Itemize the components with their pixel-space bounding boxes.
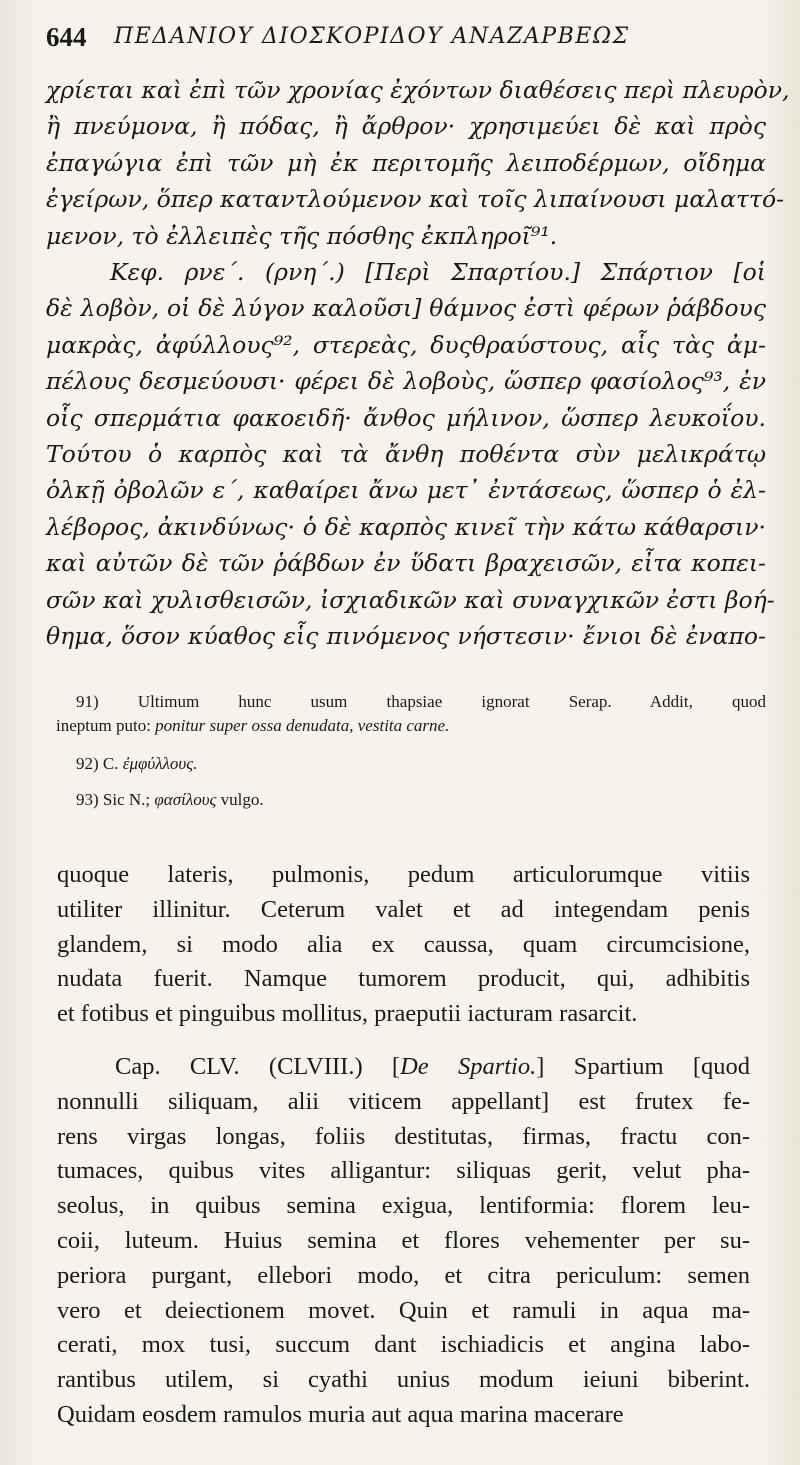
greek-text-block xyxy=(46,72,790,655)
latin-line: seolus, in quibus semina exigua, lentiformia: florem leu- xyxy=(57,1192,750,1220)
greek-line: θημα, ὅσον κύαθος εἷς πινόμενος νήστεσιν· ἔνιοι δὲ ἐναπο- xyxy=(46,622,766,651)
chapter-label: Cap. CLV. (CLVIII.) [ xyxy=(115,1052,401,1080)
footnote-92-number: 92) C. xyxy=(76,754,119,773)
footnote-91: 91) Ultimum hunc usum thapsiae ignorat Serap. Addit, quod xyxy=(76,692,766,711)
chapter-heading-tail: ] Spartium [quod xyxy=(536,1052,751,1080)
latin-chapter-heading xyxy=(57,1050,750,1085)
greek-line: πέλους δεσμεύουσι· φέρει δὲ λοβοὺς, ὥσπερ φασίολος⁹³, ἐν xyxy=(46,367,766,396)
footnote-93-number: 93) Sic N.; xyxy=(76,790,151,809)
greek-line: χρίεται καὶ ἐπὶ τῶν χρονίας ἐχόντων διαθέσεις περὶ πλευρὸν, xyxy=(46,76,790,104)
greek-line: μενον, τὸ ἐλλειπὲς τῆς πόσθης ἐκπληροῖ⁹¹. xyxy=(46,221,558,250)
latin-line: quoque lateris, pulmonis, pedum articulorumque vitiis xyxy=(57,861,750,888)
greek-line: μακρὰς, ἀφύλλους⁹², στερεὰς, δυςθραύστους, αἷς τὰς ἀμ- xyxy=(46,330,766,359)
footnote-92-text: ἐμφύλλους. xyxy=(122,754,198,773)
latin-line: et fotibus et pinguibus mollitus, praeputii iacturam rasarcit. xyxy=(57,1000,638,1028)
greek-line: καὶ αὐτῶν δὲ τῶν ῥάβδων ἐν ὕδατι βραχεισῶν, εἶτα κοπει- xyxy=(46,549,766,578)
footnote-92 xyxy=(76,754,197,774)
latin-line: vero et deiectionem movet. Quin et ramuli in aqua ma- xyxy=(57,1296,750,1324)
latin-line: utiliter illinitur. Ceterum valet et ad integendam penis xyxy=(57,895,750,923)
footnote-91-continued xyxy=(56,716,766,736)
latin-line: nonnulli siliquam, alii viticem appellant] est frutex fe- xyxy=(57,1087,750,1115)
latin-line: rantibus utilem, si cyathi unius modum ieiuni biberint. xyxy=(57,1366,750,1394)
greek-line: ἐγείρων, ὅπερ καταντλούμενον καὶ τοῖς λιπαίνουσι μαλαττό- xyxy=(46,185,785,214)
footnote-93-word: φασίλους xyxy=(154,790,217,809)
latin-line: cerati, mox tusi, succum dant ischiadicis et angina labo- xyxy=(57,1331,750,1359)
latin-text-block xyxy=(57,858,750,1433)
latin-line: tumaces, quibus vites alligantur: siliquas gerit, velut pha- xyxy=(57,1157,750,1185)
greek-chapter-heading: Κεφ. ρνε΄. (ρνη΄.) [Περὶ Σπαρτίου.] Σπάρτιον [οἱ xyxy=(110,258,766,287)
latin-line: Quidam eosdem ramulos muria aut aqua marina macerare xyxy=(57,1400,624,1428)
latin-line: coii, luteum. Huius semina et flores vehementer per su- xyxy=(57,1226,750,1254)
page-number: 644 xyxy=(46,22,87,52)
latin-line: glandem, si modo alia ex caussa, quam circumcisione, xyxy=(57,930,750,958)
greek-line: οἷς σπερμάτια φακοειδῆ· ἄνθος μήλινον, ὥσπερ λευκοΐου. xyxy=(46,403,766,432)
page-header xyxy=(46,18,766,58)
greek-line: ἢ πνεύμονα, ἢ πόδας, ἢ ἄρθρον· χρησιμεύει δὲ καὶ πρὸς xyxy=(46,112,766,141)
greek-line: ἐπαγώγια ἐπὶ τῶν μὴ ἐκ περιτομῆς λειποδέρμων, οἴδημα xyxy=(46,148,766,177)
footnote-93 xyxy=(76,790,264,810)
greek-line: ὁλκῇ ὀβολῶν ε΄, καθαίρει ἄνω μετ᾽ ἐντάσεως, ὥσπερ ὁ ἐλ- xyxy=(46,476,766,505)
chapter-title: De Spartio. xyxy=(400,1052,537,1080)
greek-line: δὲ λοβὸν, οἱ δὲ λύγον καλοῦσι] θάμνος ἐστὶ φέρων ῥάβδους xyxy=(46,294,766,323)
paragraph-gap xyxy=(57,1032,750,1050)
greek-line: λέβορος, ἀκινδύνως· ὁ δὲ καρπὸς κινεῖ τὴν κάτω κάθαρσιν· xyxy=(46,512,766,541)
latin-line: nudata fuerit. Namque tumorem producit, qui, adhibitis xyxy=(57,965,750,993)
footnote-91-text: ineptum puto: xyxy=(56,716,151,735)
latin-line: rens virgas longas, foliis destitutas, firmas, fractu con- xyxy=(57,1122,750,1150)
footnote-93-tail: vulgo. xyxy=(220,790,264,809)
footnote-91-quote: ponitur super ossa denudata, vestita carne. xyxy=(155,716,450,735)
running-head: ΠΕΔΑΝΙΟΥ ΔΙΟΣΚΟΡΙΔΟΥ ΑΝΑΖΑΡΒΕΩΣ xyxy=(114,24,630,49)
latin-line: periora purgant, ellebori modo, et citra periculum: semen xyxy=(57,1261,750,1289)
greek-line: σῶν καὶ χυλισθεισῶν, ἰσχιαδικῶν καὶ συναγχικῶν ἐστι βοή- xyxy=(46,585,775,614)
greek-line: Τούτου ὁ καρπὸς καὶ τὰ ἄνθη ποθέντα σὺν μελικράτῳ xyxy=(46,440,766,469)
